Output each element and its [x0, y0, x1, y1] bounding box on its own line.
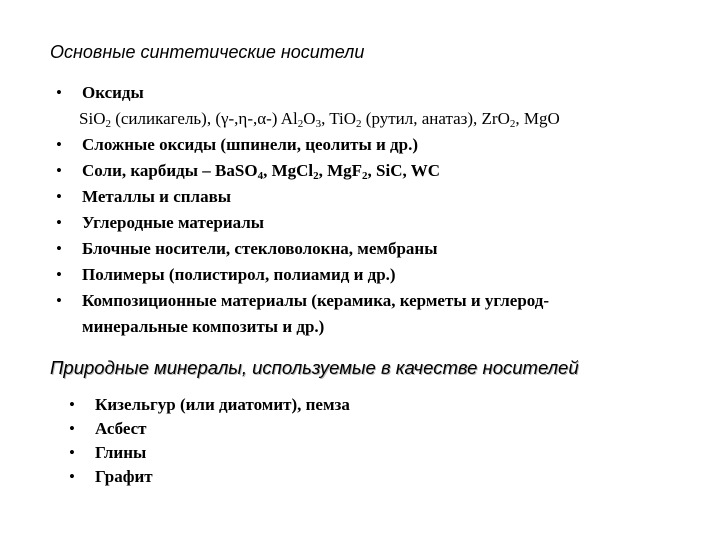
salts-part: , SiC, WC: [367, 161, 440, 180]
oxides-part: , MgO: [515, 109, 560, 128]
list-item-text: Блочные носители, стекловолокна, мембраны: [82, 239, 438, 258]
oxides-part: , TiO: [321, 109, 357, 128]
oxides-sub: 3: [315, 118, 322, 130]
list-item-text: Углеродные материалы: [82, 213, 265, 232]
natural-minerals-list: [69, 393, 350, 489]
oxides-part: O: [303, 109, 316, 128]
bullet-icon: •: [56, 291, 62, 310]
oxides-sub: 2: [356, 118, 362, 130]
bullet-icon: •: [69, 395, 75, 414]
salts-part: , MgF: [318, 161, 363, 180]
bullet-icon: •: [69, 467, 75, 486]
bullet-icon: •: [56, 187, 62, 206]
bullet-icon: •: [56, 161, 62, 180]
oxides-part: (рутил, анатаз), ZrO: [361, 109, 510, 128]
oxides-sub: 2: [105, 118, 111, 130]
oxides-sub: 2: [297, 118, 304, 130]
salts-sub: 2: [313, 170, 319, 182]
oxides-detail-line: [79, 106, 560, 132]
oxides-part: Si: [79, 109, 94, 128]
list-item-asbestos: [69, 417, 350, 441]
composites-line-2: минеральные композиты и др.): [82, 317, 325, 336]
bullet-icon: •: [69, 443, 75, 462]
list-item-text: Кизельгур (или диатомит), пемза: [95, 395, 350, 414]
synthetic-carriers-list: [56, 80, 560, 340]
oxides-part: (силикагель), (γ-,η-,α-) Al: [110, 109, 298, 128]
list-item-text: Асбест: [95, 419, 147, 438]
list-item-metals: [56, 184, 560, 210]
list-item-carbon: [56, 210, 560, 236]
bullet-icon: •: [56, 265, 62, 284]
section-synthetic-title: Основные синтетические носители: [50, 42, 365, 62]
list-item-clays: [69, 441, 350, 465]
list-item-block-carriers: [56, 236, 560, 262]
oxides-sub: 2: [509, 118, 516, 130]
bullet-icon: •: [56, 83, 62, 102]
salts-part: Соли, карбиды – BaSO: [82, 161, 258, 180]
list-item-text: Металлы и сплавы: [82, 187, 232, 206]
composites-line-2-row: [82, 314, 560, 340]
section-natural-title: Природные минералы, используемые в качестве носителей: [50, 357, 579, 378]
bullet-icon: •: [56, 135, 62, 154]
list-item-polymers: [56, 262, 560, 288]
list-item-graphite: [69, 465, 350, 489]
oxides-part: O: [93, 109, 106, 128]
list-item-oxides: [56, 80, 560, 106]
list-item-composites: [56, 288, 560, 314]
list-item-salts: [56, 158, 560, 184]
bullet-icon: •: [56, 239, 62, 258]
oxides-label: Оксиды: [82, 83, 144, 102]
salts-sub: 4: [257, 170, 264, 182]
salts-part: , MgCl: [263, 161, 314, 180]
salts-sub: 2: [362, 170, 368, 182]
list-item-text: Полимеры (полистирол, полиамид и др.): [82, 265, 396, 284]
composites-line-1: Композиционные материалы (керамика, керметы и углерод-: [82, 291, 550, 310]
bullet-icon: •: [56, 213, 62, 232]
list-item-complex-oxides: [56, 132, 560, 158]
complex-oxides-text: Сложные оксиды (шпинели, цеолиты и др.): [82, 135, 419, 154]
list-item-text: Глины: [95, 443, 147, 462]
list-item-kieselguhr: [69, 393, 350, 417]
list-item-text: Графит: [95, 467, 153, 486]
bullet-icon: •: [69, 419, 75, 438]
